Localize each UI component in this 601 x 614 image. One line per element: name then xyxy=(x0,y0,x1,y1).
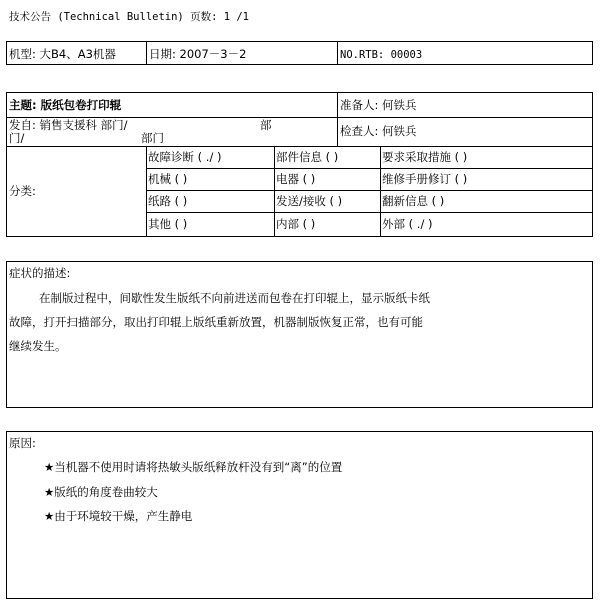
symptom-heading: 症状的描述: xyxy=(9,266,71,280)
class-electrical: 电器 ( ) xyxy=(276,172,316,186)
checked-by: 检查人: 何铁兵 xyxy=(340,124,417,138)
symptom-line: 在制版过程中，间歇性发生版纸不向前进送而包卷在打印辊上，显示版纸卡纸 xyxy=(39,291,430,305)
prepared-by: 准备人: 何铁兵 xyxy=(340,98,417,112)
cause-item: ★当机器不使用时请将热敏头版纸释放杆没有到“离”的位置 xyxy=(44,460,343,474)
symptom-box xyxy=(6,261,593,408)
class-mechanical: 机械 ( ) xyxy=(148,172,188,186)
classification-label: 分类: xyxy=(9,184,36,198)
cause-heading: 原因: xyxy=(9,436,36,450)
cause-item: ★由于环境较干燥，产生静电 xyxy=(44,509,193,523)
symptom-line: 故障，打开扫描部分，取出打印辊上版纸重新放置，机器制版恢复正常，也有可能 xyxy=(9,315,423,329)
class-send-receive: 发送/接收 ( ) xyxy=(276,194,343,208)
class-other: 其他 ( ) xyxy=(148,217,188,231)
divider xyxy=(380,146,381,237)
class-action-required: 要求采取措施 ( ) xyxy=(382,150,468,164)
class-manual-revision: 维修手册修订 ( ) xyxy=(382,172,468,186)
divider xyxy=(274,146,275,237)
class-fault-diagnosis: 故障诊断 ( ./ ) xyxy=(148,150,222,164)
symptom-line: 继续发生。 xyxy=(9,339,67,353)
bulletin-title: 技术公告 (Technical Bulletin) 页数: 1 /1 xyxy=(9,11,250,23)
cause-item: ★版纸的角度卷曲较大 xyxy=(44,485,158,499)
divider xyxy=(337,41,338,65)
rtb-number: NO.RTB: 00003 xyxy=(340,49,423,61)
divider xyxy=(146,168,593,169)
class-paper-path: 纸路 ( ) xyxy=(148,194,188,208)
class-external: 外部 ( ./ ) xyxy=(382,217,433,231)
divider xyxy=(146,146,147,237)
divider xyxy=(146,212,593,213)
divider xyxy=(337,92,338,146)
issuer-line-2b: 部门 xyxy=(141,131,164,145)
subject-block xyxy=(6,92,593,237)
class-internal: 内部 ( ) xyxy=(276,217,316,231)
issuer-line-2a: 门/ xyxy=(9,131,25,145)
date-field: 日期: 2007－3－2 xyxy=(149,47,247,61)
class-refurbish-info: 翻新信息 ( ) xyxy=(382,194,445,208)
class-parts-info: 部件信息 ( ) xyxy=(276,150,339,164)
divider xyxy=(6,146,593,147)
issuer-line-extra: 部 xyxy=(260,118,272,132)
divider xyxy=(146,41,147,65)
divider xyxy=(146,190,593,191)
model-field: 机型: 大B4、A3机器 xyxy=(9,47,116,61)
subject-label: 主题: 版纸包卷打印辊 xyxy=(9,98,122,112)
issuer-line: 发自: 销售支援科 部门/ xyxy=(9,118,128,132)
